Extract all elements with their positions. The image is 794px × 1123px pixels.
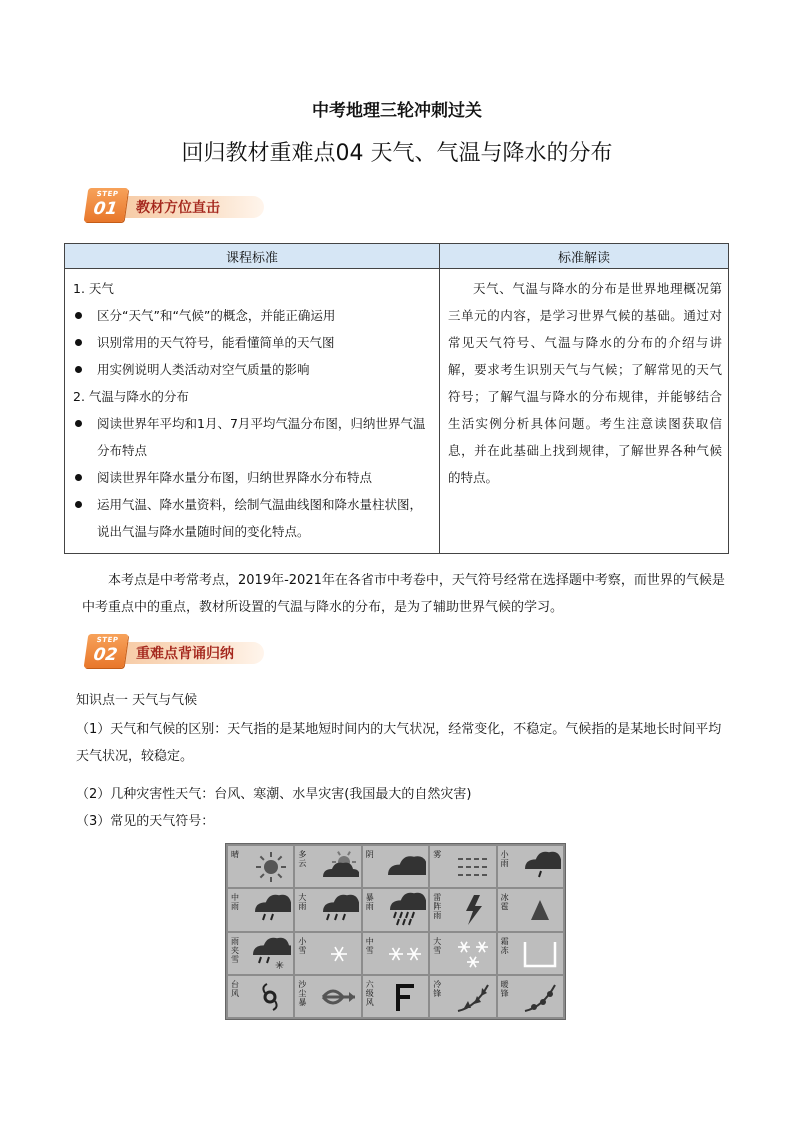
weather-symbol-cell [295,976,360,1017]
weather-symbol-cell [363,889,428,930]
weather-symbol-label: 冰雹 [500,893,509,912]
weather-symbol-label: 中雪 [365,936,374,955]
weather-symbol-cell [430,976,495,1017]
weather-symbol-label: 暴雨 [365,893,374,912]
weather-symbol-label: 中雨 [231,893,239,912]
weather-symbol-cell [430,933,495,974]
weather-symbol-label: 台风 [231,979,239,998]
weather-symbol-cell [363,933,428,974]
weather-symbol-label: 小雨 [500,850,509,868]
knowledge-point-title: 知识点一 天气与气候 [76,693,198,708]
knowledge-item: （1）天气和气候的区别：天气指的是某地短时间内的大气状况，经常变化，不稳定。气候指的是某地长时间平均天气状况，较稳定。 [76,722,722,764]
weather-symbol-label: 六级风 [365,979,374,1007]
weather-symbol-label: 阴 [365,850,374,859]
weather-symbol-cell [228,846,293,887]
list-item: 阅读世界年平均和1月、7月平均气温分布图，归纳世界气温分布特点 [73,410,433,464]
weather-symbol-label: 多云 [298,850,307,868]
step-badge: STEP 02 [84,634,129,668]
weather-symbol-cell [430,889,495,930]
step-badge: STEP 01 [84,188,129,222]
list-item: 识别常用的天气符号，能看懂简单的天气图 [73,329,433,356]
list-item: 区分“天气”和“气候”的概念，并能正确运用 [73,302,433,329]
weather-symbol-label: 雷阵雨 [433,893,442,921]
weather-symbol-label: 雨夹雪 [231,936,239,964]
weather-symbol-cell [363,846,428,887]
weather-symbol-cell [228,933,293,974]
step-label: 重难点背诵归纳 [136,646,234,662]
weather-symbol-label: 雾 [433,850,442,859]
weather-symbol-label: 大雪 [433,936,442,955]
table-header-interpretation: 标准解读 [440,244,729,269]
weather-symbol-cell [498,933,563,974]
weather-symbol-cell [228,889,293,930]
weather-symbol-cell [295,933,360,974]
weather-symbol-label: 暖锋 [500,979,509,998]
step-02-header [84,634,264,670]
list-item: 运用气温、降水量资料，绘制气温曲线图和降水量柱状图，说出气温与降水量随时间的变化特点。 [73,491,433,545]
weather-symbol-chart [225,843,566,1020]
weather-symbol-cell [498,889,563,930]
weather-symbol-cell [498,846,563,887]
list-item: 2. 气温与降水的分布 [73,389,189,404]
weather-symbol-cell [295,889,360,930]
weather-symbol-cell [498,976,563,1017]
interpretation-cell [440,269,729,554]
list-item: 用实例说明人类活动对空气质量的影响 [73,356,433,383]
standards-cell [65,269,440,554]
curriculum-table [64,243,729,554]
weather-symbol-label: 小雪 [298,936,307,955]
weather-symbol-cell [430,846,495,887]
interpretation-text: 天气、气温与降水的分布是世界地理概况第三单元的内容，是学习世界气候的基础。通过对常见天气符号、气温与降水的分布的介绍与讲解，要求考生识别天气与气候；了解常见的天气符号；了解气温与降水的分布规律，并能够结合生活实例分析具体问题。考生注意读图获取信息，并在此基础上找到规律，了解世界各种气候的特点。 [448,281,722,485]
weather-symbol-cell [228,976,293,1017]
table-header-standard: 课程标准 [65,244,440,269]
weather-symbol-label: 沙尘暴 [298,979,307,1007]
weather-symbol-label: 冷锋 [433,979,442,998]
weather-symbol-label: 晴 [231,850,239,859]
weather-symbol-label: 大雨 [298,893,307,912]
step-label: 教材方位直击 [136,200,220,216]
weather-symbol-label: 霜冻 [500,936,509,955]
knowledge-item: （3）常见的天气符号： [76,814,215,829]
weather-symbol-cell [295,846,360,887]
list-item: 1. 天气 [73,281,114,296]
step-01-header [84,188,264,224]
weather-symbol-cell [363,976,428,1017]
list-item: 阅读世界年降水量分布图，归纳世界降水分布特点 [73,464,433,491]
intro-paragraph: 本考点是中考常考点，2019年-2021年在各省市中考卷中，天气符号经常在选择题中考察，而世界的气候是中考重点中的重点，教材所设置的气温与降水的分布，是为了辅助世界气候的学习。 [82,573,725,615]
knowledge-item: （2）几种灾害性天气：台风、寒潮、水旱灾害(我国最大的自然灾害) [76,787,472,802]
document-subtitle: 回归教材重难点04 天气、气温与降水的分布 [181,141,613,166]
svg-text:✳: ✳ [275,958,285,972]
document-title: 中考地理三轮冲刺过关 [312,101,482,121]
